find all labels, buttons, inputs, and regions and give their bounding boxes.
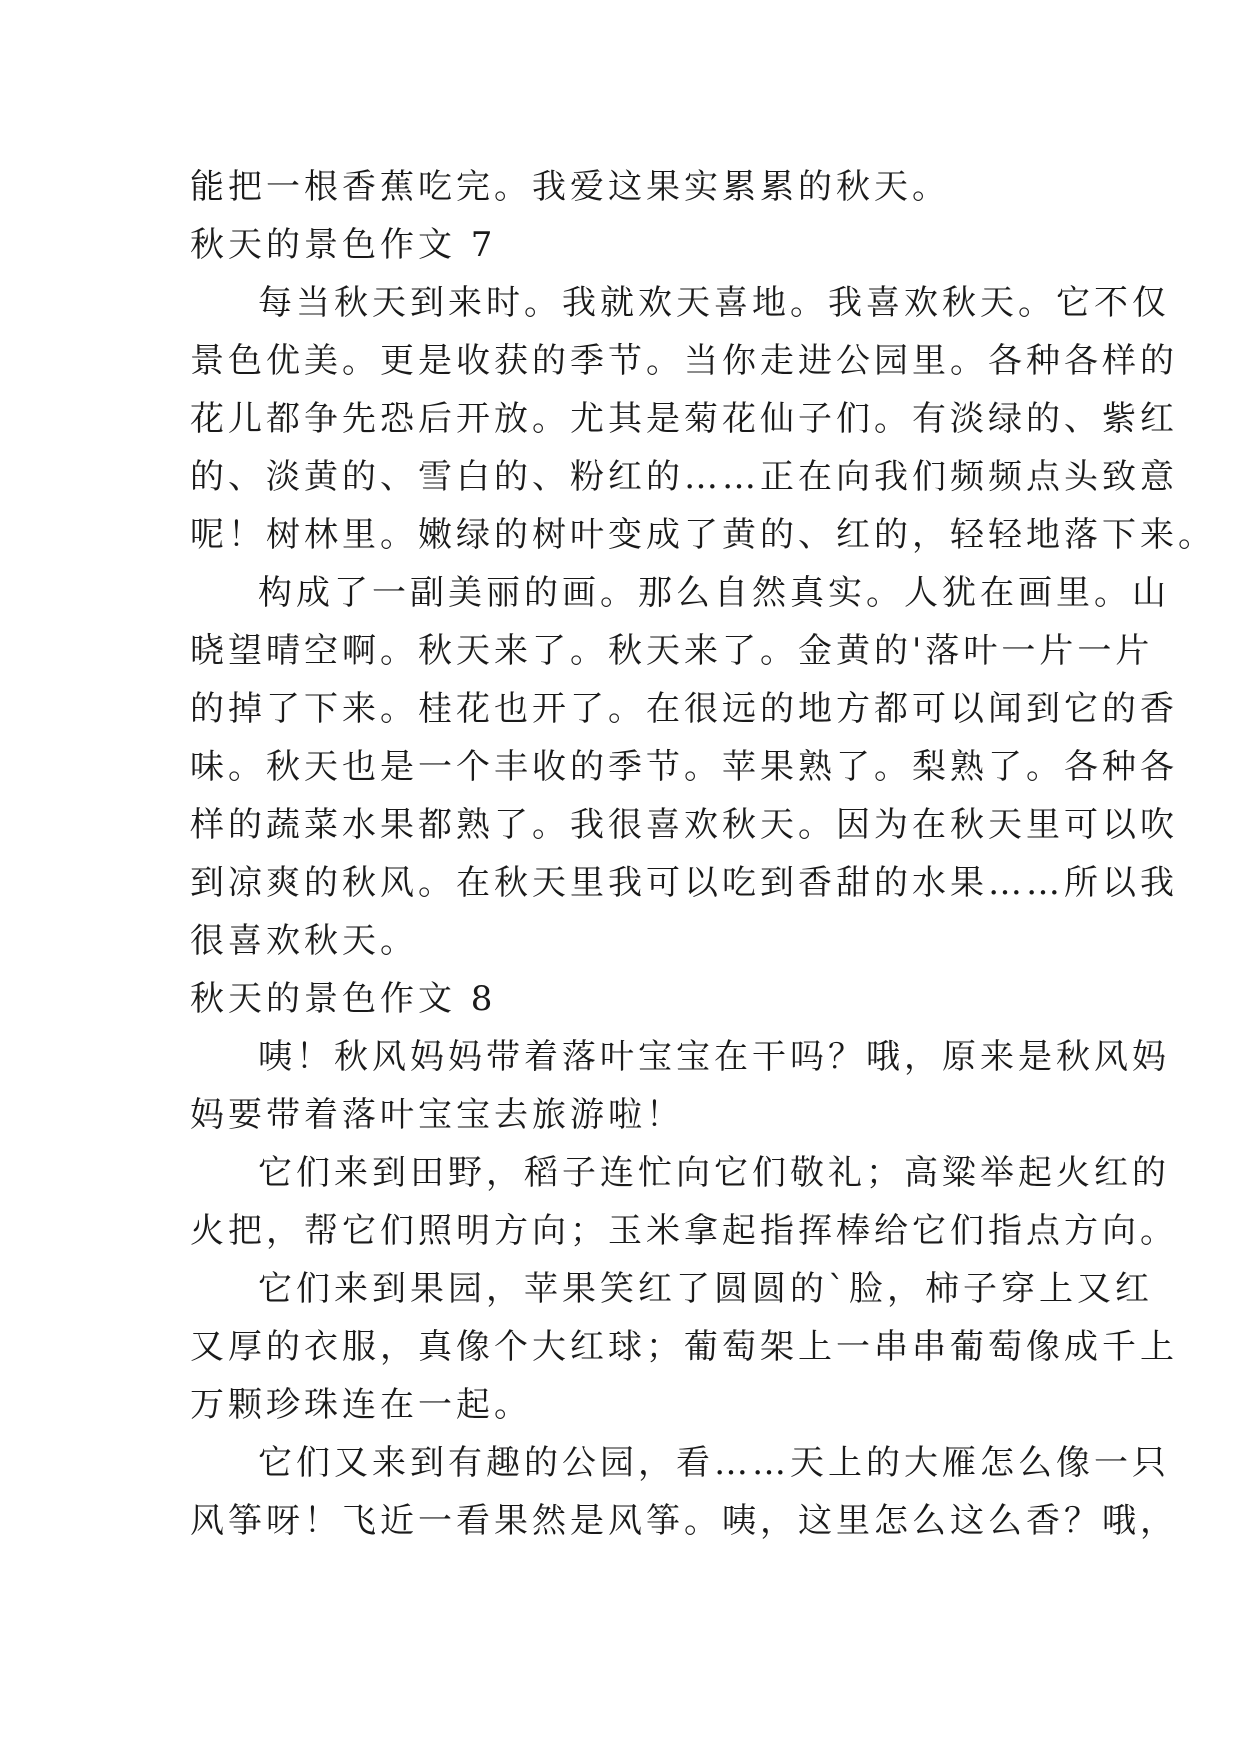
text-line: 的掉了下来。桂花也开了。在很远的地方都可以闻到它的香 bbox=[190, 689, 1178, 729]
text-line: 它们来到果园，苹果笑红了圆圆的`脸，柿子穿上又红 bbox=[258, 1269, 1153, 1309]
section-heading: 秋天的景色作文 7 bbox=[190, 225, 497, 265]
text-line: 能把一根香蕉吃完。我爱这果实累累的秋天。 bbox=[190, 167, 950, 207]
text-line: 到凉爽的秋风。在秋天里我可以吃到香甜的水果……所以我 bbox=[190, 863, 1178, 903]
text-line: 很喜欢秋天。 bbox=[190, 921, 418, 961]
text-line: 味。秋天也是一个丰收的季节。苹果熟了。梨熟了。各种各 bbox=[190, 747, 1178, 787]
text-line: 样的蔬菜水果都熟了。我很喜欢秋天。因为在秋天里可以吹 bbox=[190, 805, 1178, 845]
text-line: 构成了一副美丽的画。那么自然真实。人犹在画里。山 bbox=[258, 573, 1170, 613]
text-line: 景色优美。更是收获的季节。当你走进公园里。各种各样的 bbox=[190, 341, 1178, 381]
text-line: 它们来到田野，稻子连忙向它们敬礼；高粱举起火红的 bbox=[258, 1153, 1170, 1193]
text-line: 呢！树林里。嫩绿的树叶变成了黄的、红的，轻轻地落下来。 bbox=[190, 515, 1216, 555]
text-line: 花儿都争先恐后开放。尤其是菊花仙子们。有淡绿的、紫红 bbox=[190, 399, 1178, 439]
text-line: 妈要带着落叶宝宝去旅游啦！ bbox=[190, 1095, 684, 1135]
text-line: 晓望晴空啊。秋天来了。秋天来了。金黄的'落叶一片一片 bbox=[190, 631, 1154, 671]
text-line: 风筝呀！飞近一看果然是风筝。咦，这里怎么这么香？哦， bbox=[190, 1501, 1178, 1541]
text-line: 的、淡黄的、雪白的、粉红的……正在向我们频频点头致意 bbox=[190, 457, 1178, 497]
text-line: 每当秋天到来时。我就欢天喜地。我喜欢秋天。它不仅 bbox=[258, 283, 1170, 323]
text-line: 它们又来到有趣的公园，看……天上的大雁怎么像一只 bbox=[258, 1443, 1170, 1483]
document-body bbox=[190, 158, 1216, 1550]
text-line: 咦！秋风妈妈带着落叶宝宝在干吗？哦，原来是秋风妈 bbox=[258, 1037, 1170, 1077]
text-line: 又厚的衣服，真像个大红球；葡萄架上一串串葡萄像成千上 bbox=[190, 1327, 1178, 1367]
text-line: 万颗珍珠连在一起。 bbox=[190, 1385, 532, 1425]
section-heading: 秋天的景色作文 8 bbox=[190, 979, 497, 1019]
text-line: 火把，帮它们照明方向；玉米拿起指挥棒给它们指点方向。 bbox=[190, 1211, 1178, 1251]
